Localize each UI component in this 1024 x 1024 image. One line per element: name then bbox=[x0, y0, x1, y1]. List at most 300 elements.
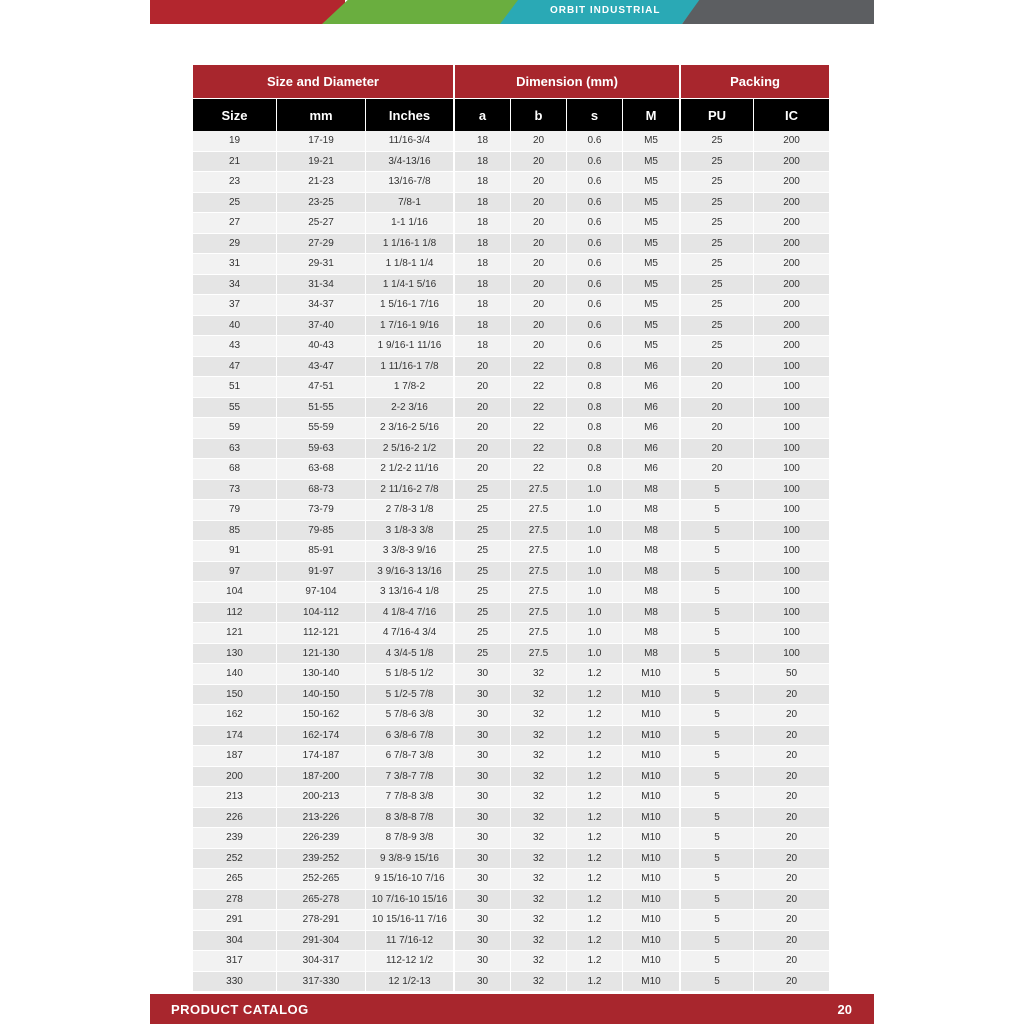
cell-pu: 5 bbox=[681, 787, 754, 808]
cell-pu: 5 bbox=[681, 664, 754, 685]
cell-a: 25 bbox=[455, 644, 511, 665]
cell-ic: 20 bbox=[754, 869, 829, 890]
cell-size: 187 bbox=[193, 746, 277, 767]
cell-m: M10 bbox=[623, 685, 681, 706]
cell-pu: 5 bbox=[681, 972, 754, 993]
cell-mm: 37-40 bbox=[277, 316, 366, 337]
cell-m: M10 bbox=[623, 951, 681, 972]
cell-s: 0.8 bbox=[567, 357, 623, 378]
cell-s: 1.2 bbox=[567, 849, 623, 870]
cell-b: 32 bbox=[511, 705, 567, 726]
cell-b: 27.5 bbox=[511, 623, 567, 644]
cell-b: 20 bbox=[511, 275, 567, 296]
table-row bbox=[193, 562, 829, 583]
cell-pu: 20 bbox=[681, 398, 754, 419]
cell-inches: 6 7/8-7 3/8 bbox=[366, 746, 455, 767]
spec-table bbox=[193, 65, 829, 992]
cell-inches: 10 15/16-11 7/16 bbox=[366, 910, 455, 931]
cell-s: 1.0 bbox=[567, 582, 623, 603]
cell-s: 1.2 bbox=[567, 664, 623, 685]
cell-size: 150 bbox=[193, 685, 277, 706]
cell-a: 18 bbox=[455, 152, 511, 173]
cell-mm: 239-252 bbox=[277, 849, 366, 870]
brand-name: ORBIT INDUSTRIAL bbox=[550, 5, 661, 16]
cell-m: M8 bbox=[623, 521, 681, 542]
table-row bbox=[193, 172, 829, 193]
cell-m: M10 bbox=[623, 890, 681, 911]
cell-mm: 265-278 bbox=[277, 890, 366, 911]
cell-mm: 51-55 bbox=[277, 398, 366, 419]
cell-m: M6 bbox=[623, 398, 681, 419]
cell-b: 22 bbox=[511, 398, 567, 419]
table-row bbox=[193, 951, 829, 972]
cell-pu: 5 bbox=[681, 685, 754, 706]
cell-pu: 20 bbox=[681, 459, 754, 480]
cell-a: 20 bbox=[455, 377, 511, 398]
cell-size: 43 bbox=[193, 336, 277, 357]
cell-s: 1.0 bbox=[567, 603, 623, 624]
cell-b: 20 bbox=[511, 336, 567, 357]
table-row bbox=[193, 931, 829, 952]
table-row bbox=[193, 910, 829, 931]
cell-inches: 3/4-13/16 bbox=[366, 152, 455, 173]
cell-pu: 5 bbox=[681, 705, 754, 726]
cell-inches: 112-12 1/2 bbox=[366, 951, 455, 972]
cell-mm: 43-47 bbox=[277, 357, 366, 378]
cell-s: 1.2 bbox=[567, 828, 623, 849]
cell-a: 30 bbox=[455, 951, 511, 972]
cell-a: 20 bbox=[455, 459, 511, 480]
group-header-size-diameter: Size and Diameter bbox=[193, 65, 455, 98]
table-row bbox=[193, 849, 829, 870]
cell-inches: 7 7/8-8 3/8 bbox=[366, 787, 455, 808]
cell-pu: 25 bbox=[681, 275, 754, 296]
table-row bbox=[193, 439, 829, 460]
cell-inches: 1 7/8-2 bbox=[366, 377, 455, 398]
cell-inches: 11/16-3/4 bbox=[366, 131, 455, 152]
cell-pu: 25 bbox=[681, 172, 754, 193]
cell-m: M5 bbox=[623, 213, 681, 234]
cell-ic: 200 bbox=[754, 172, 829, 193]
cell-s: 0.6 bbox=[567, 193, 623, 214]
cell-pu: 5 bbox=[681, 910, 754, 931]
cell-inches: 12 1/2-13 bbox=[366, 972, 455, 993]
cell-a: 20 bbox=[455, 357, 511, 378]
cell-mm: 97-104 bbox=[277, 582, 366, 603]
table-row bbox=[193, 787, 829, 808]
cell-b: 32 bbox=[511, 685, 567, 706]
cell-s: 0.6 bbox=[567, 275, 623, 296]
cell-mm: 34-37 bbox=[277, 295, 366, 316]
cell-b: 32 bbox=[511, 828, 567, 849]
cell-a: 20 bbox=[455, 418, 511, 439]
column-header-size: Size bbox=[193, 98, 277, 131]
table-row bbox=[193, 521, 829, 542]
cell-s: 0.6 bbox=[567, 316, 623, 337]
column-header-pu: PU bbox=[681, 98, 754, 131]
cell-ic: 100 bbox=[754, 398, 829, 419]
cell-pu: 5 bbox=[681, 767, 754, 788]
cell-inches: 5 1/8-5 1/2 bbox=[366, 664, 455, 685]
cell-pu: 5 bbox=[681, 644, 754, 665]
cell-b: 27.5 bbox=[511, 500, 567, 521]
cell-m: M5 bbox=[623, 295, 681, 316]
column-header-a: a bbox=[455, 98, 511, 131]
table-row bbox=[193, 254, 829, 275]
cell-mm: 55-59 bbox=[277, 418, 366, 439]
cell-inches: 4 7/16-4 3/4 bbox=[366, 623, 455, 644]
cell-size: 130 bbox=[193, 644, 277, 665]
cell-pu: 5 bbox=[681, 500, 754, 521]
cell-m: M6 bbox=[623, 357, 681, 378]
cell-m: M10 bbox=[623, 726, 681, 747]
banner-gray-segment bbox=[682, 0, 874, 24]
cell-s: 1.0 bbox=[567, 623, 623, 644]
cell-ic: 100 bbox=[754, 582, 829, 603]
cell-size: 162 bbox=[193, 705, 277, 726]
cell-b: 32 bbox=[511, 849, 567, 870]
cell-a: 20 bbox=[455, 398, 511, 419]
cell-s: 1.0 bbox=[567, 541, 623, 562]
cell-pu: 5 bbox=[681, 521, 754, 542]
cell-a: 18 bbox=[455, 295, 511, 316]
cell-m: M10 bbox=[623, 931, 681, 952]
cell-a: 18 bbox=[455, 172, 511, 193]
cell-b: 20 bbox=[511, 254, 567, 275]
cell-pu: 25 bbox=[681, 213, 754, 234]
cell-ic: 20 bbox=[754, 746, 829, 767]
table-row bbox=[193, 623, 829, 644]
cell-b: 32 bbox=[511, 664, 567, 685]
cell-m: M8 bbox=[623, 541, 681, 562]
cell-mm: 150-162 bbox=[277, 705, 366, 726]
cell-b: 20 bbox=[511, 193, 567, 214]
cell-a: 30 bbox=[455, 910, 511, 931]
page-number: 20 bbox=[837, 1002, 852, 1017]
cell-m: M10 bbox=[623, 849, 681, 870]
cell-pu: 20 bbox=[681, 357, 754, 378]
cell-s: 0.6 bbox=[567, 295, 623, 316]
cell-inches: 5 1/2-5 7/8 bbox=[366, 685, 455, 706]
cell-size: 330 bbox=[193, 972, 277, 993]
cell-a: 25 bbox=[455, 603, 511, 624]
cell-b: 32 bbox=[511, 951, 567, 972]
column-header-s: s bbox=[567, 98, 623, 131]
table-row bbox=[193, 234, 829, 255]
cell-inches: 10 7/16-10 15/16 bbox=[366, 890, 455, 911]
cell-s: 1.2 bbox=[567, 746, 623, 767]
cell-mm: 130-140 bbox=[277, 664, 366, 685]
group-header-row bbox=[193, 65, 829, 98]
table-row bbox=[193, 193, 829, 214]
cell-size: 304 bbox=[193, 931, 277, 952]
cell-size: 47 bbox=[193, 357, 277, 378]
table-row bbox=[193, 152, 829, 173]
cell-m: M10 bbox=[623, 664, 681, 685]
cell-s: 1.2 bbox=[567, 787, 623, 808]
cell-s: 1.2 bbox=[567, 767, 623, 788]
table-row bbox=[193, 726, 829, 747]
cell-inches: 1 9/16-1 11/16 bbox=[366, 336, 455, 357]
cell-size: 37 bbox=[193, 295, 277, 316]
cell-ic: 20 bbox=[754, 705, 829, 726]
cell-size: 40 bbox=[193, 316, 277, 337]
cell-s: 1.2 bbox=[567, 931, 623, 952]
table-row bbox=[193, 398, 829, 419]
table-row bbox=[193, 582, 829, 603]
table-row bbox=[193, 295, 829, 316]
cell-m: M6 bbox=[623, 418, 681, 439]
cell-ic: 100 bbox=[754, 541, 829, 562]
cell-m: M6 bbox=[623, 439, 681, 460]
table-row bbox=[193, 746, 829, 767]
cell-s: 1.2 bbox=[567, 951, 623, 972]
cell-s: 1.0 bbox=[567, 521, 623, 542]
cell-pu: 20 bbox=[681, 377, 754, 398]
cell-b: 27.5 bbox=[511, 562, 567, 583]
cell-mm: 317-330 bbox=[277, 972, 366, 993]
cell-mm: 29-31 bbox=[277, 254, 366, 275]
cell-m: M5 bbox=[623, 316, 681, 337]
cell-m: M6 bbox=[623, 377, 681, 398]
cell-b: 32 bbox=[511, 910, 567, 931]
cell-mm: 23-25 bbox=[277, 193, 366, 214]
cell-s: 1.2 bbox=[567, 705, 623, 726]
table-row bbox=[193, 131, 829, 152]
cell-m: M5 bbox=[623, 275, 681, 296]
cell-size: 97 bbox=[193, 562, 277, 583]
cell-m: M8 bbox=[623, 500, 681, 521]
cell-s: 0.6 bbox=[567, 152, 623, 173]
cell-ic: 100 bbox=[754, 500, 829, 521]
cell-m: M5 bbox=[623, 254, 681, 275]
cell-ic: 200 bbox=[754, 295, 829, 316]
cell-size: 278 bbox=[193, 890, 277, 911]
cell-size: 34 bbox=[193, 275, 277, 296]
table-row bbox=[193, 336, 829, 357]
cell-ic: 100 bbox=[754, 603, 829, 624]
cell-mm: 291-304 bbox=[277, 931, 366, 952]
cell-size: 29 bbox=[193, 234, 277, 255]
cell-size: 85 bbox=[193, 521, 277, 542]
cell-b: 20 bbox=[511, 316, 567, 337]
column-header-ic: IC bbox=[754, 98, 829, 131]
cell-inches: 2 7/8-3 1/8 bbox=[366, 500, 455, 521]
cell-b: 20 bbox=[511, 234, 567, 255]
cell-inches: 5 7/8-6 3/8 bbox=[366, 705, 455, 726]
cell-pu: 5 bbox=[681, 480, 754, 501]
cell-m: M8 bbox=[623, 603, 681, 624]
cell-m: M8 bbox=[623, 644, 681, 665]
cell-s: 0.8 bbox=[567, 418, 623, 439]
cell-mm: 31-34 bbox=[277, 275, 366, 296]
table-row bbox=[193, 275, 829, 296]
cell-m: M10 bbox=[623, 869, 681, 890]
cell-m: M10 bbox=[623, 828, 681, 849]
cell-size: 140 bbox=[193, 664, 277, 685]
banner-red-segment bbox=[150, 0, 345, 24]
cell-ic: 100 bbox=[754, 644, 829, 665]
cell-a: 18 bbox=[455, 336, 511, 357]
cell-m: M8 bbox=[623, 582, 681, 603]
cell-ic: 20 bbox=[754, 910, 829, 931]
cell-s: 1.0 bbox=[567, 644, 623, 665]
cell-a: 25 bbox=[455, 500, 511, 521]
cell-size: 63 bbox=[193, 439, 277, 460]
cell-b: 32 bbox=[511, 767, 567, 788]
cell-m: M10 bbox=[623, 787, 681, 808]
cell-inches: 11 7/16-12 bbox=[366, 931, 455, 952]
cell-b: 22 bbox=[511, 377, 567, 398]
cell-b: 32 bbox=[511, 726, 567, 747]
cell-mm: 47-51 bbox=[277, 377, 366, 398]
cell-m: M10 bbox=[623, 910, 681, 931]
cell-a: 25 bbox=[455, 562, 511, 583]
cell-inches: 4 3/4-5 1/8 bbox=[366, 644, 455, 665]
cell-size: 213 bbox=[193, 787, 277, 808]
cell-ic: 200 bbox=[754, 152, 829, 173]
table-row bbox=[193, 767, 829, 788]
table-row bbox=[193, 664, 829, 685]
table-row bbox=[193, 377, 829, 398]
cell-b: 32 bbox=[511, 787, 567, 808]
cell-size: 59 bbox=[193, 418, 277, 439]
cell-size: 104 bbox=[193, 582, 277, 603]
cell-size: 91 bbox=[193, 541, 277, 562]
cell-pu: 25 bbox=[681, 316, 754, 337]
cell-b: 27.5 bbox=[511, 582, 567, 603]
cell-mm: 68-73 bbox=[277, 480, 366, 501]
cell-s: 0.6 bbox=[567, 213, 623, 234]
cell-inches: 2-2 3/16 bbox=[366, 398, 455, 419]
cell-s: 0.8 bbox=[567, 459, 623, 480]
cell-inches: 8 3/8-8 7/8 bbox=[366, 808, 455, 829]
column-header-m: M bbox=[623, 98, 681, 131]
cell-b: 22 bbox=[511, 357, 567, 378]
cell-b: 32 bbox=[511, 746, 567, 767]
cell-inches: 4 1/8-4 7/16 bbox=[366, 603, 455, 624]
cell-inches: 1 7/16-1 9/16 bbox=[366, 316, 455, 337]
column-header-row bbox=[193, 98, 829, 131]
cell-m: M5 bbox=[623, 131, 681, 152]
cell-inches: 8 7/8-9 3/8 bbox=[366, 828, 455, 849]
cell-size: 51 bbox=[193, 377, 277, 398]
cell-mm: 174-187 bbox=[277, 746, 366, 767]
cell-mm: 187-200 bbox=[277, 767, 366, 788]
cell-inches: 2 5/16-2 1/2 bbox=[366, 439, 455, 460]
cell-b: 32 bbox=[511, 931, 567, 952]
group-header-packing: Packing bbox=[681, 65, 829, 98]
cell-mm: 27-29 bbox=[277, 234, 366, 255]
cell-s: 1.2 bbox=[567, 869, 623, 890]
table-row bbox=[193, 808, 829, 829]
cell-a: 30 bbox=[455, 767, 511, 788]
cell-pu: 5 bbox=[681, 746, 754, 767]
cell-inches: 2 3/16-2 5/16 bbox=[366, 418, 455, 439]
cell-s: 1.2 bbox=[567, 972, 623, 993]
cell-inches: 1 1/16-1 1/8 bbox=[366, 234, 455, 255]
cell-b: 22 bbox=[511, 459, 567, 480]
table-row bbox=[193, 603, 829, 624]
cell-inches: 2 1/2-2 11/16 bbox=[366, 459, 455, 480]
cell-size: 55 bbox=[193, 398, 277, 419]
cell-inches: 6 3/8-6 7/8 bbox=[366, 726, 455, 747]
cell-mm: 79-85 bbox=[277, 521, 366, 542]
cell-b: 32 bbox=[511, 869, 567, 890]
table-row bbox=[193, 500, 829, 521]
cell-b: 27.5 bbox=[511, 521, 567, 542]
cell-mm: 140-150 bbox=[277, 685, 366, 706]
column-header-b: b bbox=[511, 98, 567, 131]
cell-ic: 50 bbox=[754, 664, 829, 685]
cell-ic: 200 bbox=[754, 131, 829, 152]
cell-inches: 1 5/16-1 7/16 bbox=[366, 295, 455, 316]
cell-size: 79 bbox=[193, 500, 277, 521]
cell-ic: 200 bbox=[754, 316, 829, 337]
cell-m: M10 bbox=[623, 808, 681, 829]
cell-ic: 200 bbox=[754, 336, 829, 357]
cell-mm: 91-97 bbox=[277, 562, 366, 583]
cell-a: 18 bbox=[455, 193, 511, 214]
cell-size: 27 bbox=[193, 213, 277, 234]
cell-mm: 252-265 bbox=[277, 869, 366, 890]
table-row bbox=[193, 705, 829, 726]
cell-size: 19 bbox=[193, 131, 277, 152]
cell-b: 32 bbox=[511, 808, 567, 829]
cell-b: 20 bbox=[511, 172, 567, 193]
cell-ic: 20 bbox=[754, 787, 829, 808]
cell-inches: 1 1/4-1 5/16 bbox=[366, 275, 455, 296]
table-body bbox=[193, 131, 829, 992]
cell-s: 0.6 bbox=[567, 234, 623, 255]
cell-b: 27.5 bbox=[511, 480, 567, 501]
cell-size: 23 bbox=[193, 172, 277, 193]
cell-m: M5 bbox=[623, 336, 681, 357]
cell-a: 20 bbox=[455, 439, 511, 460]
cell-a: 25 bbox=[455, 541, 511, 562]
cell-ic: 100 bbox=[754, 357, 829, 378]
header-banner bbox=[150, 0, 874, 24]
cell-inches: 3 3/8-3 9/16 bbox=[366, 541, 455, 562]
cell-b: 27.5 bbox=[511, 541, 567, 562]
cell-a: 18 bbox=[455, 275, 511, 296]
cell-size: 25 bbox=[193, 193, 277, 214]
cell-ic: 200 bbox=[754, 275, 829, 296]
cell-s: 0.6 bbox=[567, 336, 623, 357]
group-header-dimension: Dimension (mm) bbox=[455, 65, 681, 98]
cell-a: 18 bbox=[455, 254, 511, 275]
cell-pu: 20 bbox=[681, 418, 754, 439]
cell-mm: 21-23 bbox=[277, 172, 366, 193]
table-row bbox=[193, 972, 829, 993]
cell-size: 317 bbox=[193, 951, 277, 972]
cell-ic: 20 bbox=[754, 828, 829, 849]
cell-ic: 100 bbox=[754, 418, 829, 439]
cell-mm: 104-112 bbox=[277, 603, 366, 624]
cell-pu: 5 bbox=[681, 808, 754, 829]
cell-a: 18 bbox=[455, 234, 511, 255]
cell-mm: 112-121 bbox=[277, 623, 366, 644]
cell-mm: 121-130 bbox=[277, 644, 366, 665]
cell-ic: 100 bbox=[754, 459, 829, 480]
cell-a: 30 bbox=[455, 890, 511, 911]
cell-pu: 5 bbox=[681, 890, 754, 911]
cell-a: 30 bbox=[455, 972, 511, 993]
cell-inches: 9 3/8-9 15/16 bbox=[366, 849, 455, 870]
table-row bbox=[193, 459, 829, 480]
cell-a: 30 bbox=[455, 931, 511, 952]
cell-a: 30 bbox=[455, 828, 511, 849]
